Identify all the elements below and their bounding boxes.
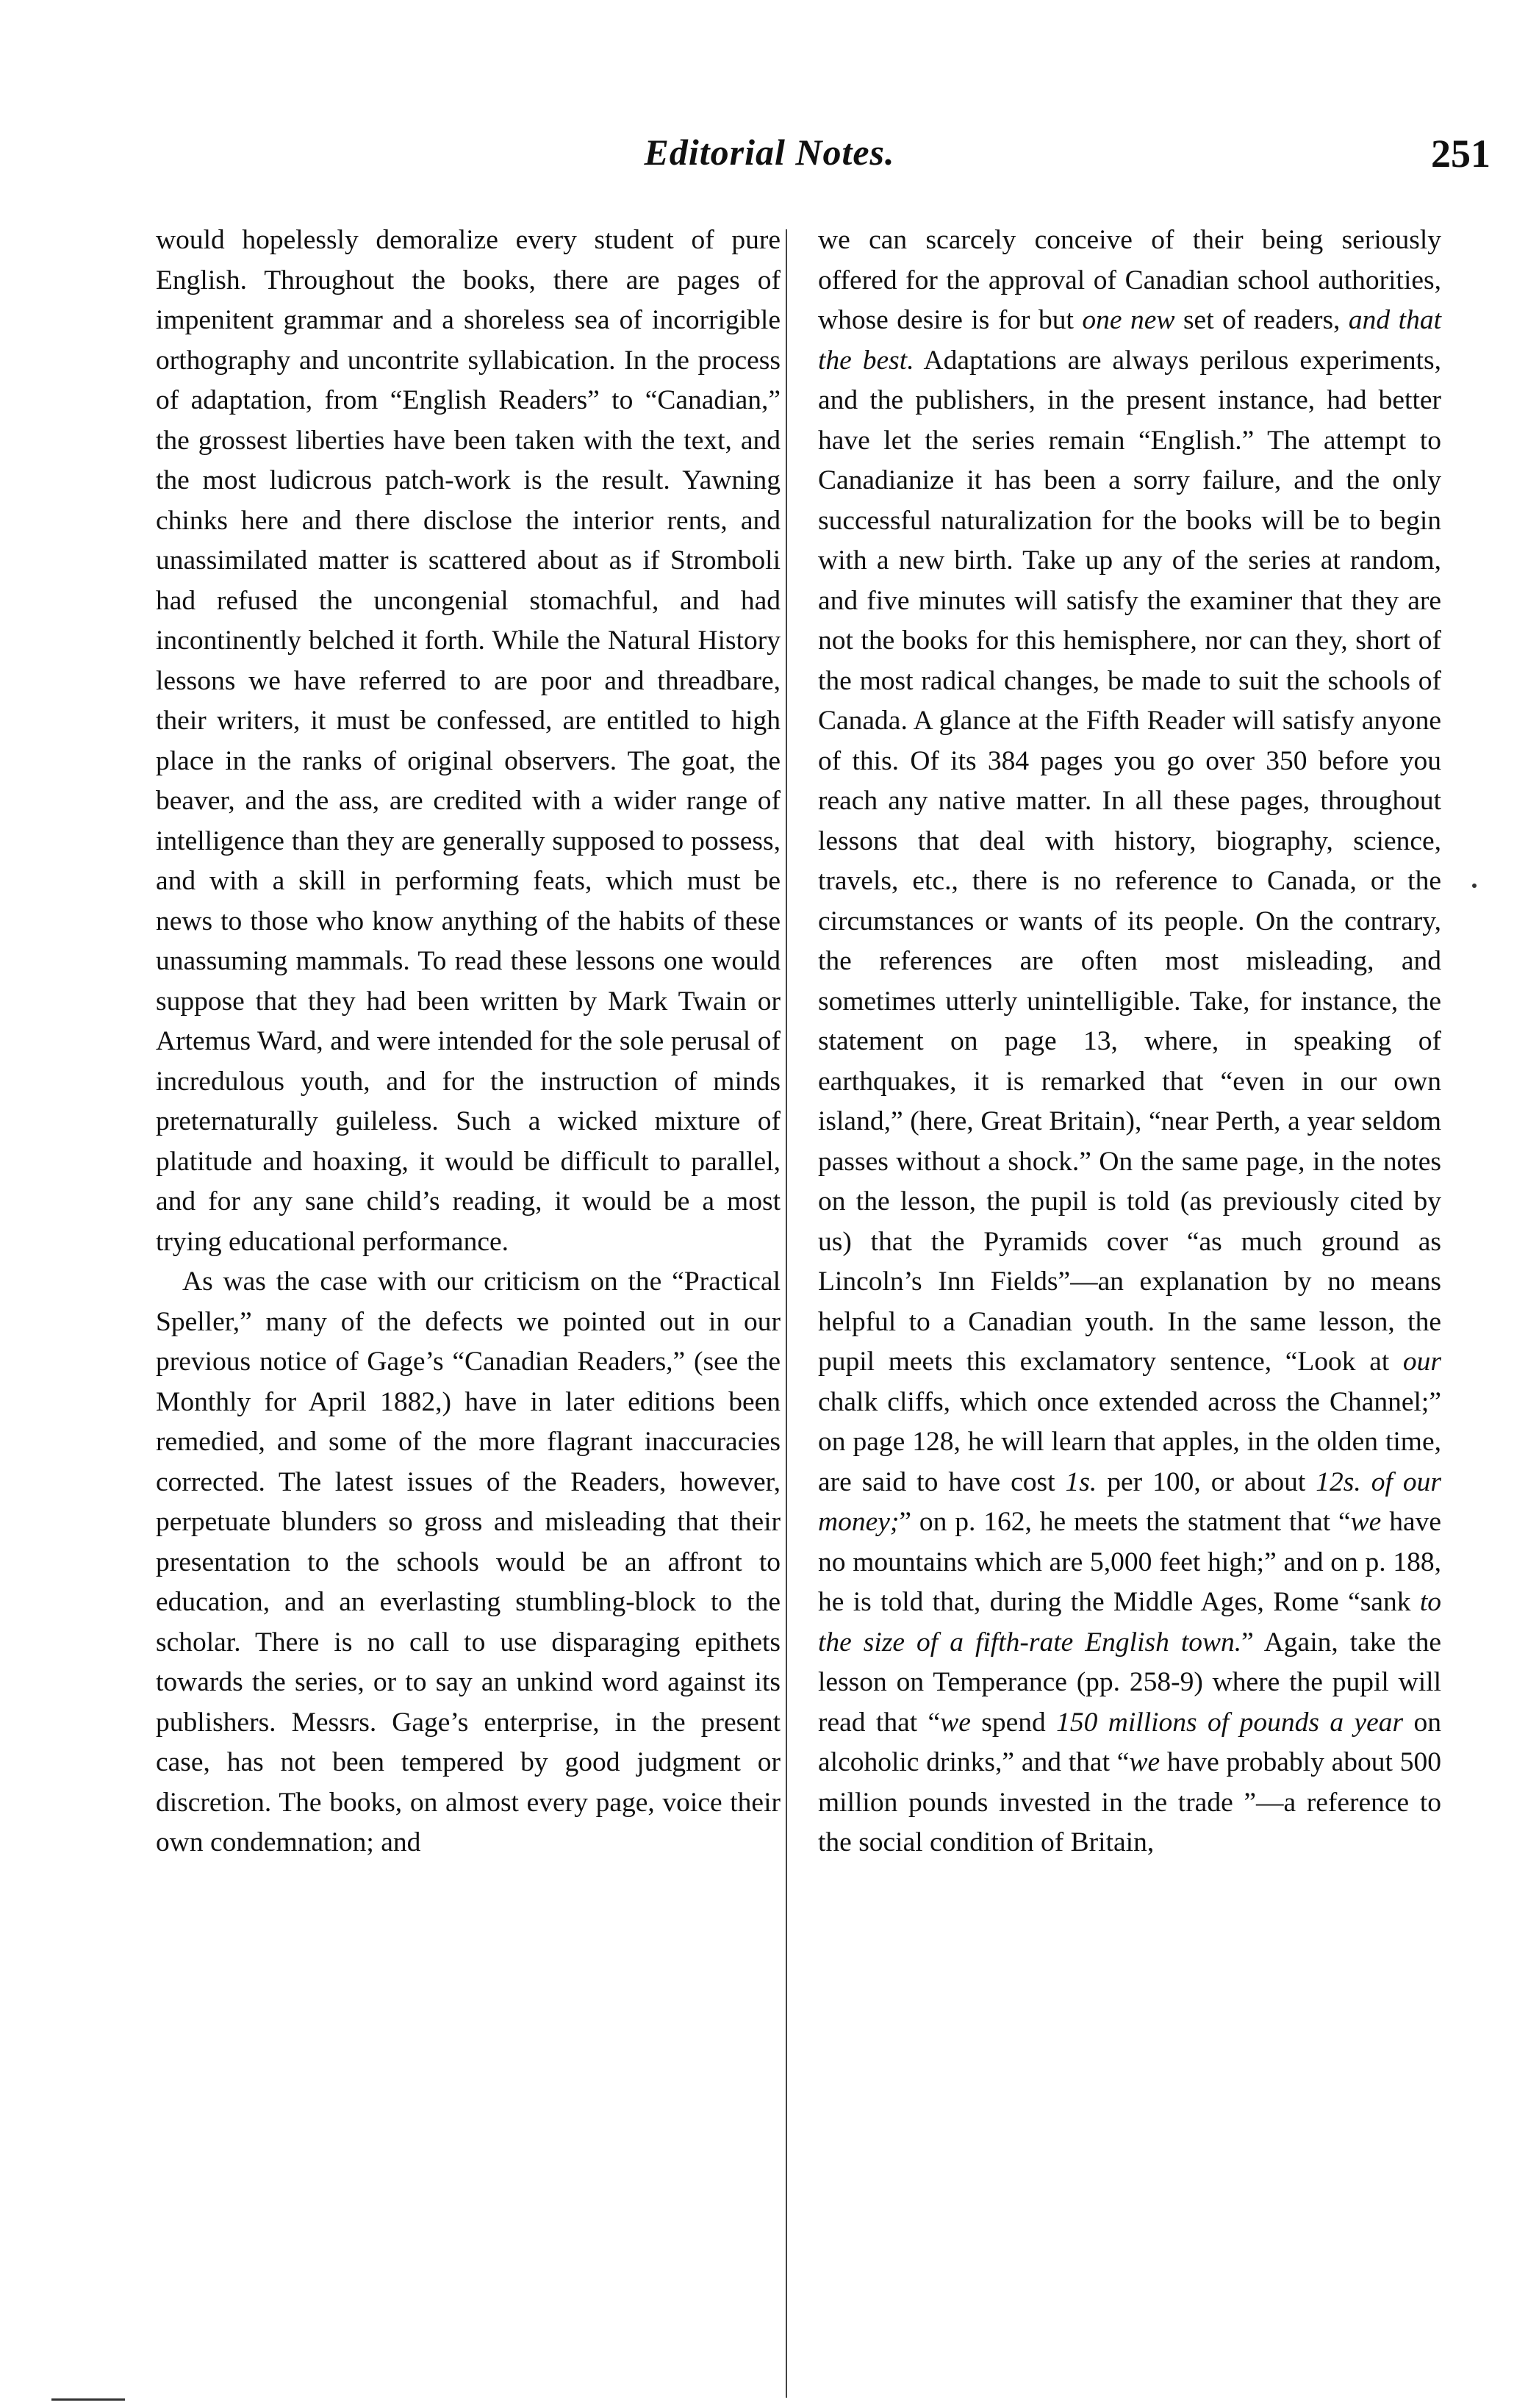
- italic-segment: we: [1129, 1747, 1160, 1777]
- text-segment: ” Again, take the lesson on Temperance (pp. 258-9) where the pupil will read that “: [818, 1627, 1441, 1738]
- running-head-title: Editorial Notes.: [644, 132, 895, 173]
- italic-segment: to the size of a fifth-rate English town.: [818, 1587, 1441, 1658]
- italic-segment: 150 millions of pounds a year: [1056, 1707, 1404, 1738]
- text-segment: set of readers,: [1174, 305, 1349, 335]
- page-number: 251: [1431, 132, 1490, 176]
- text-segment: have no mountains which are 5,000 feet high;” and on p. 188, he is told that, during the Middle Ages, Rome “sank: [818, 1507, 1441, 1617]
- italic-segment: we: [1350, 1507, 1382, 1537]
- text-segment: chalk cliffs, which once extended across the Channel;” on page 128, he will learn that apples, in the olden time, are said to have cost: [818, 1386, 1441, 1497]
- right-column: [818, 221, 1441, 1863]
- stray-ink-dot: [1472, 884, 1477, 888]
- footer-mark: [51, 2398, 125, 2401]
- italic-segment: one new: [1082, 305, 1175, 335]
- text-segment: on alcoholic drinks,” and that “: [818, 1707, 1442, 1777]
- left-column: [156, 221, 781, 1863]
- italic-segment: 1s.: [1065, 1466, 1097, 1497]
- column-rule: [786, 229, 787, 2398]
- text-segment: ” on p. 162, he meets the statment that “: [899, 1507, 1351, 1537]
- right-paragraph: [818, 221, 1441, 1863]
- left-paragraph-2: As was the case with our criticism on the “Practical Speller,” many of the defects we pointed out in our previous notice of Gage’s “Canadian Readers,” (see the Monthly for April 1882,) have in later editions been remedied, and some of the more flagrant inaccuracies corrected. The latest issues of the Readers, however, perpetuate blunders so gross and misleading that their presentation to the schools would be an affront to education, and an everlasting stumbling-block to the scholar. There is no call to use disparaging epithets towards the series, or to say an unkind word against its publishers. Messrs. Gage’s enterprise, in the present case, has not been tempered by good judgment or discretion. The books, on almost every page, voice their own condemnation; and: [156, 1266, 781, 1857]
- italic-segment: we: [940, 1707, 971, 1738]
- text-segment: per 100, or about: [1097, 1466, 1316, 1497]
- text-segment: spend: [970, 1707, 1057, 1738]
- italic-segment: and that the best.: [818, 305, 1441, 376]
- text-segment: we can scarcely conceive of their being seriously offered for the approval of Canadian school authorities, whose desire is for but: [818, 225, 1441, 335]
- italic-segment: our: [1402, 1347, 1441, 1377]
- left-paragraph-1: would hopelessly demoralize every student of pure English. Throughout the books, there are pages of impenitent grammar and a shoreless sea of incorrigible orthography and uncontrite syllabication. In the process of adaptation, from “English Readers” to “Canadian,” the grossest liberties have been taken with the text, and the most ludicrous patch-work is the result. Yawning chinks here and there disclose the interior rents, and unassimilated matter is scattered about as if Stromboli had refused the uncongenial stomachful, and had incontinently belched it forth. While the Natural History lessons we have referred to are poor and threadbare, their writers, it must be confessed, are entitled to high place in the ranks of original observers. The goat, the beaver, and the ass, are credited with a wider range of intelligence than they are generally supposed to possess, and with a skill in performing feats, which must be news to those who know anything of the habits of these unassuming mammals. To read these lessons one would suppose that they had been written by Mark Twain or Artemus Ward, and were intended for the sole perusal of incredulous youth, and for the instruction of minds preternaturally guileless. Such a wicked mixture of platitude and hoaxing, it would be difficult to parallel, and for any sane child’s reading, it would be a most trying educational performance.: [156, 225, 781, 1257]
- text-segment: Adaptations are always perilous experiments, and the publishers, in the present instance, had better have let the series remain “English.” The attempt to Canadianize it has been a sorry failure, and the only successful naturalization for the books will be to begin with a new birth. Take up any of the series at random, and five minutes will satisfy the examiner that they are not the books for this hemisphere, nor can they, short of the most radical changes, be made to suit the schools of Canada. A glance at the Fifth Reader will satisfy anyone of this. Of its 384 pages you go over 350 before you reach any native matter. In all these pages, throughout lessons that deal with history, biography, science, travels, etc., there is no reference to Canada, or the circumstances or wants of its people. On the contrary, the references are often most misleading, and sometimes utterly unintelligible. Take, for instance, the statement on page 13, where, in speaking of earthquakes, it is remarked that “even in our own island,” (here, Great Britain), “near Perth, a year seldom passes without a shock.” On the same page, in the notes on the lesson, the pupil is told (as previously cited by us) that the Pyramids cover “as much ground as Lincoln’s Inn Fields”—an explanation by no means helpful to a Canadian youth. In the same lesson, the pupil meets this exclamatory sentence, “Look at: [818, 345, 1441, 1377]
- italic-segment: 12s. of our money;: [818, 1466, 1442, 1537]
- text-segment: have probably about 500 million pounds invested in the trade ”—a reference to the social condition of Britain,: [818, 1747, 1441, 1857]
